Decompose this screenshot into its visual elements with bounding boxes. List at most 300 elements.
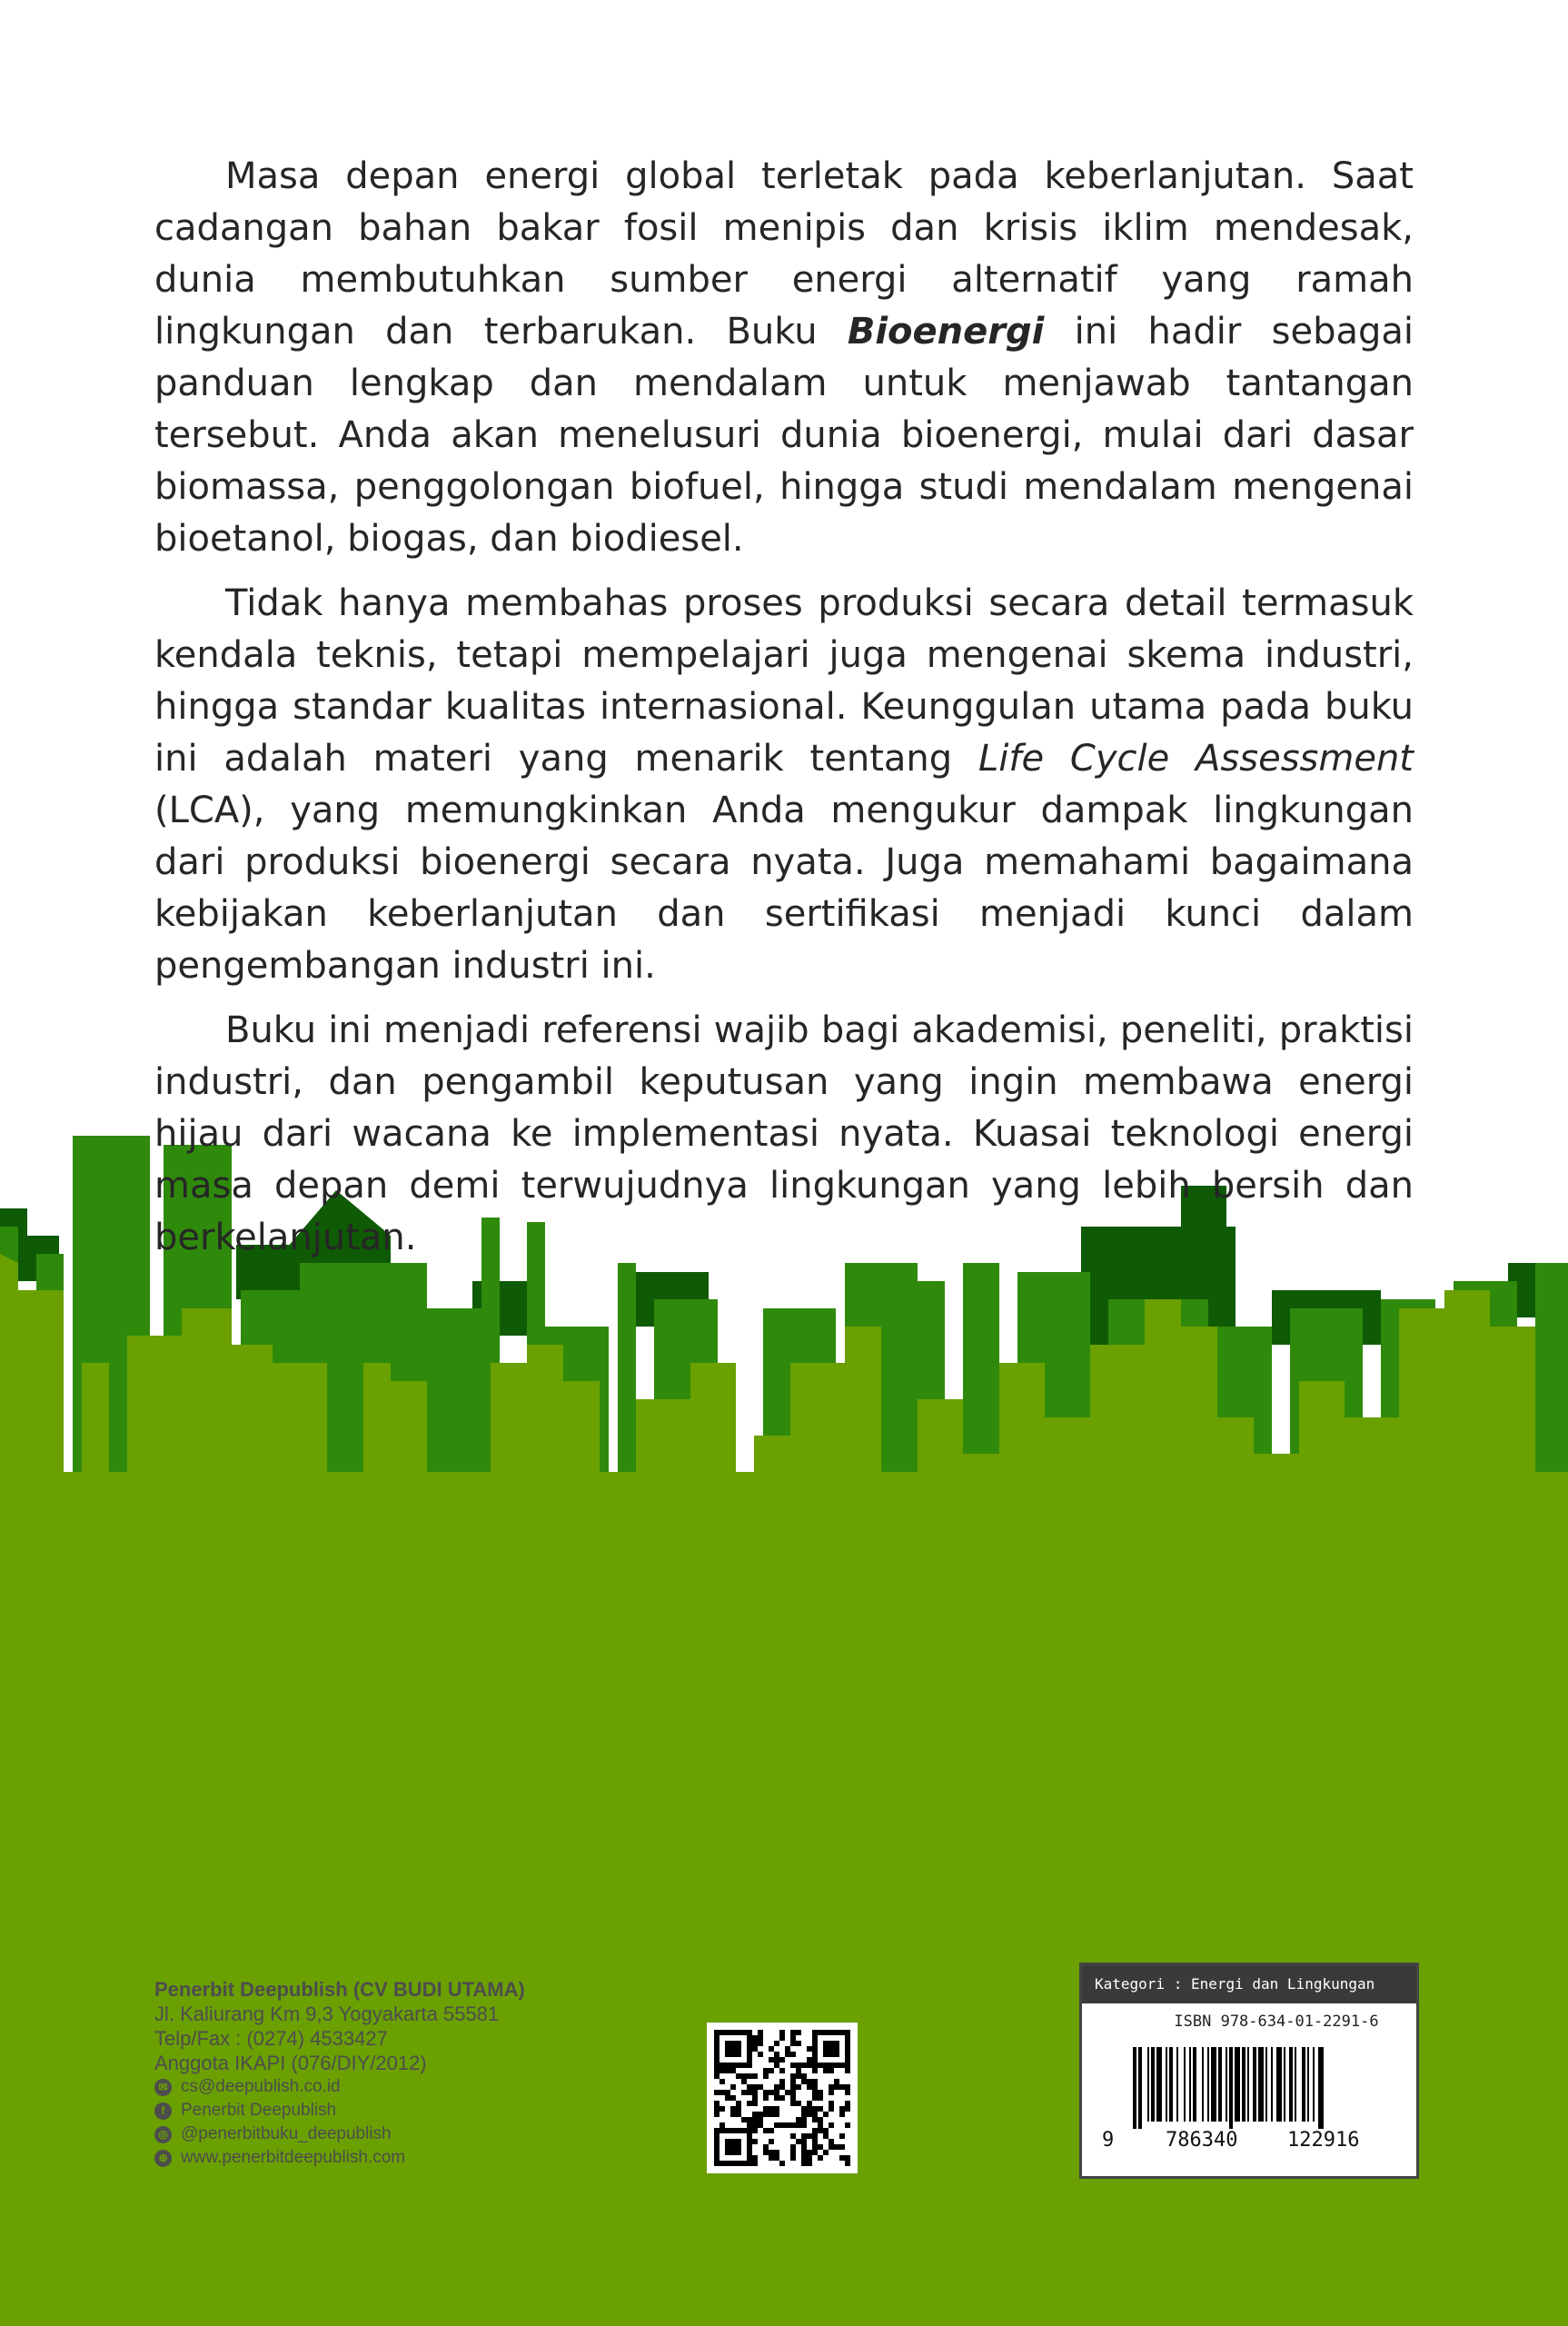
qr-module (730, 2128, 736, 2133)
qr-module (812, 2046, 818, 2052)
qr-module (818, 2090, 823, 2095)
qr-module (714, 2073, 719, 2079)
qr-module (763, 2073, 769, 2079)
qr-module (747, 2161, 752, 2166)
qr-module (725, 2128, 730, 2133)
qr-module (823, 2046, 829, 2052)
qr-module (714, 2035, 719, 2041)
qr-module (719, 2030, 725, 2035)
qr-module (790, 2095, 796, 2101)
qr-module (714, 2128, 719, 2133)
qr-module (714, 2106, 719, 2112)
barcode-bar (1242, 2047, 1245, 2122)
qr-module (736, 2106, 741, 2112)
qr-module (747, 2052, 752, 2057)
publisher-name: Penerbit Deepublish (CV BUDI UTAMA) (154, 1978, 525, 2001)
qr-module (774, 2052, 779, 2057)
qr-module (736, 2161, 741, 2166)
barcode-bar (1318, 2047, 1324, 2129)
barcode-digit-group-2: 122916 (1287, 2129, 1360, 2152)
qr-module (774, 2041, 779, 2046)
qr-module (774, 2084, 779, 2090)
barcode-bar (1189, 2047, 1191, 2122)
barcode-bar (1207, 2047, 1209, 2122)
blurb-paragraph-3: Buku ini menjadi referensi wajib bagi akademisi, peneliti, praktisi industri, dan pengambil keputusan yang ingin membawa energi hijau dari wacana ke implementasi nyata. Kuasai teknologi energi masa depan demi terwujudnya lingkungan yang lebih bersih dan berkelanjutan. (154, 1009, 1414, 1258)
qr-module (730, 2150, 736, 2155)
barcode-bar (1226, 2047, 1227, 2122)
qr-module (818, 2063, 823, 2068)
barcode-bar (1289, 2047, 1293, 2122)
qr-module (790, 2155, 796, 2161)
publisher-phone: Telp/Fax : (0274) 4533427 (154, 2027, 388, 2050)
qr-module (774, 2112, 779, 2117)
qr-module (845, 2155, 850, 2161)
qr-module (807, 2101, 812, 2106)
qr-module (818, 2128, 823, 2133)
qr-module (719, 2068, 725, 2073)
qr-module (752, 2161, 758, 2166)
qr-module (829, 2090, 834, 2095)
qr-module (736, 2150, 741, 2155)
qr-module (725, 2095, 730, 2101)
barcode-bar (1202, 2047, 1204, 2122)
qr-module (812, 2095, 818, 2101)
qr-module (747, 2063, 752, 2068)
barcode-bar (1235, 2047, 1240, 2122)
qr-module (807, 2106, 812, 2112)
qr-module (807, 2161, 812, 2166)
qr-module (812, 2084, 818, 2090)
qr-module (807, 2084, 812, 2090)
qr-module (747, 2150, 752, 2155)
qr-module (807, 2112, 812, 2117)
blurb-paragraph-1: Masa depan energi global terletak pada keberlanjutan. Saat cadangan bahan bakar fosil menipis dan krisis iklim mendesak, dunia membutuhkan sumber energi alternatif yang ramah lingkungan dan terbarukan. Buku Bioenergi ini hadir sebagai panduan lengkap dan mendalam untuk menjawab tantangan tersebut. Anda akan menelusuri dunia bioenergi, mulai dari dasar biomassa, penggolongan biofuel, hingga studi mendalam mengenai bioetanol, biogas, dan biodiesel. (154, 155, 1414, 560)
qr-module (834, 2144, 839, 2150)
qr-module (763, 2112, 769, 2117)
qr-module (741, 2073, 747, 2079)
qr-module (818, 2144, 823, 2150)
barcode-digit-group-1: 786340 (1166, 2129, 1238, 2152)
qr-module (774, 2063, 779, 2068)
qr-module (752, 2073, 758, 2079)
qr-module (758, 2112, 763, 2117)
qr-module (741, 2030, 747, 2035)
qr-module (747, 2030, 752, 2035)
qr-module (730, 2084, 736, 2090)
qr-module (796, 2068, 801, 2073)
qr-module (839, 2133, 845, 2139)
qr-module (725, 2161, 730, 2166)
qr-module (725, 2063, 730, 2068)
qr-module (801, 2150, 807, 2155)
qr-module (790, 2144, 796, 2150)
qr-module (812, 2144, 818, 2150)
barcode-bar (1258, 2047, 1264, 2122)
qr-module (823, 2041, 829, 2046)
qr-module (812, 2112, 818, 2117)
qr-module (769, 2106, 774, 2112)
qr-module (845, 2068, 850, 2073)
qr-module (736, 2144, 741, 2150)
qr-module (807, 2079, 812, 2084)
qr-module (758, 2052, 763, 2057)
qr-module (719, 2063, 725, 2068)
lca-term-italic: Life Cycle Assessment (978, 738, 1414, 780)
qr-module (736, 2041, 741, 2046)
barcode-bar (1284, 2047, 1285, 2122)
qr-module (763, 2128, 769, 2133)
qr-module (823, 2063, 829, 2068)
qr-module (834, 2041, 839, 2046)
qr-module (752, 2041, 758, 2046)
qr-module (807, 2150, 812, 2155)
qr-module (725, 2046, 730, 2052)
qr-module (730, 2041, 736, 2046)
qr-module (736, 2030, 741, 2035)
qr-module (719, 2079, 725, 2084)
qr-module (845, 2046, 850, 2052)
qr-module (790, 2133, 796, 2139)
qr-module (845, 2122, 850, 2128)
qr-module (769, 2155, 774, 2161)
barcode-bar (1166, 2047, 1167, 2122)
isbn-barcode-box (1079, 1963, 1419, 2179)
qr-module (823, 2133, 829, 2139)
qr-module (719, 2122, 725, 2128)
contact-instagram: ◎ @penerbitbuku_deepublish (154, 2122, 627, 2146)
qr-module (736, 2052, 741, 2057)
qr-module (790, 2101, 796, 2106)
qr-module (812, 2139, 818, 2144)
qr-module (752, 2122, 758, 2128)
qr-module (779, 2122, 785, 2128)
qr-module (807, 2133, 812, 2139)
qr-module (747, 2128, 752, 2133)
qr-module (790, 2122, 796, 2128)
qr-module (725, 2068, 730, 2073)
qr-module (779, 2084, 785, 2090)
qr-module (796, 2084, 801, 2090)
qr-module (839, 2084, 845, 2090)
barcode-bar (1265, 2047, 1267, 2122)
qr-module (801, 2161, 807, 2166)
qr-module (839, 2106, 845, 2112)
qr-module (758, 2030, 763, 2035)
qr-module (714, 2063, 719, 2068)
qr-module (736, 2112, 741, 2117)
qr-module (719, 2090, 725, 2095)
qr-module (823, 2030, 829, 2035)
qr-module (752, 2090, 758, 2095)
qr-module (818, 2155, 823, 2161)
qr-module (730, 2139, 736, 2144)
qr-module (714, 2161, 719, 2166)
qr-module (747, 2101, 752, 2106)
qr-module (752, 2035, 758, 2041)
qr-module (752, 2101, 758, 2106)
facebook-icon: f (154, 2102, 172, 2120)
qr-module (807, 2057, 812, 2063)
qr-module (839, 2063, 845, 2068)
qr-module (714, 2046, 719, 2052)
qr-module (758, 2084, 763, 2090)
qr-module (769, 2128, 774, 2133)
qr-module (845, 2090, 850, 2095)
qr-module (812, 2057, 818, 2063)
qr-module (736, 2101, 741, 2106)
qr-module (790, 2079, 796, 2084)
barcode-bars (1082, 2038, 1416, 2129)
qr-module (725, 2144, 730, 2150)
qr-module (801, 2073, 807, 2079)
barcode-bar (1176, 2047, 1178, 2122)
qr-module (730, 2144, 736, 2150)
qr-module (779, 2068, 785, 2073)
barcode-bar (1133, 2047, 1136, 2129)
qr-module (763, 2144, 769, 2150)
barcode-bar (1138, 2047, 1142, 2129)
qr-module (812, 2063, 818, 2068)
contact-facebook: f Penerbit Deepublish (154, 2099, 627, 2122)
qr-module (845, 2161, 850, 2166)
barcode-bar (1313, 2047, 1315, 2122)
qr-module (725, 2139, 730, 2144)
qr-module (752, 2155, 758, 2161)
qr-module (779, 2030, 785, 2035)
qr-module (763, 2095, 769, 2101)
qr-module (812, 2128, 818, 2133)
globe-icon: ⊕ (154, 2150, 172, 2167)
barcode-bar (1169, 2047, 1173, 2122)
qr-module (730, 2106, 736, 2112)
barcode-bar (1151, 2047, 1155, 2122)
qr-module (839, 2155, 845, 2161)
isbn-text: ISBN 978-634-01-2291-6 (1174, 2013, 1379, 2031)
qr-module (796, 2117, 801, 2122)
qr-module (730, 2095, 736, 2101)
qr-module (785, 2046, 790, 2052)
qr-module (845, 2101, 850, 2106)
qr-module (796, 2101, 801, 2106)
qr-module (747, 2035, 752, 2041)
back-cover-blurb (154, 151, 1414, 1277)
qr-module (719, 2128, 725, 2133)
qr-module (725, 2150, 730, 2155)
qr-module (714, 2041, 719, 2046)
qr-module (747, 2084, 752, 2090)
barcode-bar (1193, 2047, 1196, 2122)
qr-module (714, 2139, 719, 2144)
qr-module (829, 2052, 834, 2057)
qr-module (725, 2090, 730, 2095)
qr-module (752, 2084, 758, 2090)
qr-module (812, 2150, 818, 2155)
qr-module (818, 2095, 823, 2101)
qr-module (818, 2122, 823, 2128)
barcode-bar (1229, 2047, 1233, 2129)
qr-module (730, 2161, 736, 2166)
qr-module (785, 2122, 790, 2128)
qr-module (763, 2106, 769, 2112)
qr-module (747, 2144, 752, 2150)
qr-module (812, 2106, 818, 2112)
qr-module (747, 2090, 752, 2095)
qr-module (801, 2133, 807, 2139)
qr-module (796, 2073, 801, 2079)
qr-module (829, 2030, 834, 2035)
qr-module (741, 2117, 747, 2122)
qr-module (741, 2079, 747, 2084)
qr-module (801, 2155, 807, 2161)
qr-module (829, 2106, 834, 2112)
barcode-bar (1156, 2047, 1162, 2122)
qr-module (834, 2079, 839, 2084)
qr-module (790, 2090, 796, 2095)
qr-module (741, 2128, 747, 2133)
category-label: Kategori : Energi dan Lingkungan (1082, 1965, 1416, 2003)
qr-module (714, 2155, 719, 2161)
qr-module (845, 2052, 850, 2057)
qr-module (758, 2122, 763, 2128)
publisher-info (154, 1977, 627, 2170)
qr-module (839, 2144, 845, 2150)
qr-module (829, 2041, 834, 2046)
qr-module (785, 2052, 790, 2057)
qr-module (741, 2090, 747, 2095)
qr-module (714, 2090, 719, 2095)
qr-module (818, 2106, 823, 2112)
qr-module (796, 2122, 801, 2128)
qr-module (801, 2144, 807, 2150)
qr-module (774, 2090, 779, 2095)
qr-module (730, 2052, 736, 2057)
qr-module (812, 2068, 818, 2073)
qr-module (829, 2122, 834, 2128)
qr-module (736, 2139, 741, 2144)
qr-module (747, 2155, 752, 2161)
qr-module (752, 2095, 758, 2101)
blurb-paragraph-2: Tidak hanya membahas proses produksi secara detail termasuk kendala teknis, tetapi mempelajari juga mengenai skema industri, hingga standar kualitas internasional. Keunggulan utama pada buku ini adalah materi yang menarik tentang Life Cycle Assessment (LCA), yang memungkinkan Anda mengukur dampak lingkungan dari produksi bioenergi secara nyata. Juga memahami bagaimana kebijakan keberlanjutan dan sertifikasi menjadi kunci dalam pengembangan industri ini. (154, 582, 1414, 987)
qr-module (774, 2122, 779, 2128)
barcode-bar (1211, 2047, 1216, 2122)
qr-module (774, 2057, 779, 2063)
barcode-bar (1247, 2047, 1249, 2122)
qr-module (829, 2144, 834, 2150)
qr-module (741, 2063, 747, 2068)
qr-module (790, 2063, 796, 2068)
qr-module (747, 2122, 752, 2128)
qr-module (790, 2073, 796, 2079)
qr-module (834, 2052, 839, 2057)
publisher-membership: Anggota IKAPI (076/DIY/2012) (154, 2052, 427, 2074)
qr-module (823, 2112, 829, 2117)
qr-module (812, 2090, 818, 2095)
qr-module (834, 2046, 839, 2052)
qr-module (714, 2150, 719, 2155)
barcode-digit-first: 9 (1102, 2129, 1115, 2152)
qr-module (714, 2030, 719, 2035)
qr-module (823, 2128, 829, 2133)
contact-website: ⊕ www.penerbitdeepublish.com (154, 2146, 627, 2170)
qr-module (769, 2046, 774, 2052)
qr-module (779, 2057, 785, 2063)
qr-module (725, 2041, 730, 2046)
qr-code (707, 2023, 858, 2173)
qr-module (801, 2106, 807, 2112)
barcode-bar (1253, 2047, 1256, 2122)
qr-module (747, 2041, 752, 2046)
qr-module (845, 2030, 850, 2035)
qr-module (818, 2117, 823, 2122)
book-title-bold: Bioenergi (847, 311, 1045, 353)
qr-module (758, 2035, 763, 2041)
qr-module (785, 2090, 790, 2095)
qr-module (752, 2112, 758, 2117)
qr-module (839, 2030, 845, 2035)
qr-module (801, 2139, 807, 2144)
qr-module (845, 2041, 850, 2046)
qr-module (774, 2155, 779, 2161)
qr-module (829, 2101, 834, 2106)
barcode-bar (1302, 2047, 1305, 2122)
qr-module (834, 2063, 839, 2068)
qr-module (779, 2095, 785, 2101)
qr-module (747, 2057, 752, 2063)
qr-module (812, 2133, 818, 2139)
qr-module (790, 2035, 796, 2041)
qr-module (719, 2161, 725, 2166)
qr-module (796, 2041, 801, 2046)
qr-module (801, 2063, 807, 2068)
email-icon: ✉ (154, 2079, 172, 2096)
qr-module (752, 2139, 758, 2144)
qr-module (747, 2073, 752, 2079)
qr-module (769, 2112, 774, 2117)
qr-module (807, 2046, 812, 2052)
qr-module (796, 2063, 801, 2068)
qr-module (812, 2052, 818, 2057)
qr-module (790, 2150, 796, 2155)
qr-module (834, 2030, 839, 2035)
qr-module (719, 2106, 725, 2112)
qr-module (845, 2084, 850, 2090)
qr-module (752, 2117, 758, 2122)
qr-module (845, 2063, 850, 2068)
qr-module (763, 2150, 769, 2155)
qr-module (801, 2117, 807, 2122)
qr-module (779, 2161, 785, 2166)
qr-module (829, 2046, 834, 2052)
barcode-bar (1295, 2047, 1296, 2122)
qr-module (812, 2117, 818, 2122)
barcode-bar (1307, 2047, 1309, 2122)
qr-module (714, 2112, 719, 2117)
qr-module (730, 2046, 736, 2052)
qr-module (790, 2041, 796, 2046)
barcode-bar (1271, 2047, 1273, 2122)
qr-module (779, 2035, 785, 2041)
qr-module (769, 2139, 774, 2144)
barcode-bar (1276, 2047, 1282, 2122)
qr-module (801, 2122, 807, 2128)
qr-module (730, 2068, 736, 2073)
qr-module (725, 2052, 730, 2057)
qr-module (829, 2063, 834, 2068)
qr-module (769, 2090, 774, 2095)
qr-module (823, 2150, 829, 2155)
qr-module (774, 2106, 779, 2112)
qr-module (829, 2139, 834, 2144)
